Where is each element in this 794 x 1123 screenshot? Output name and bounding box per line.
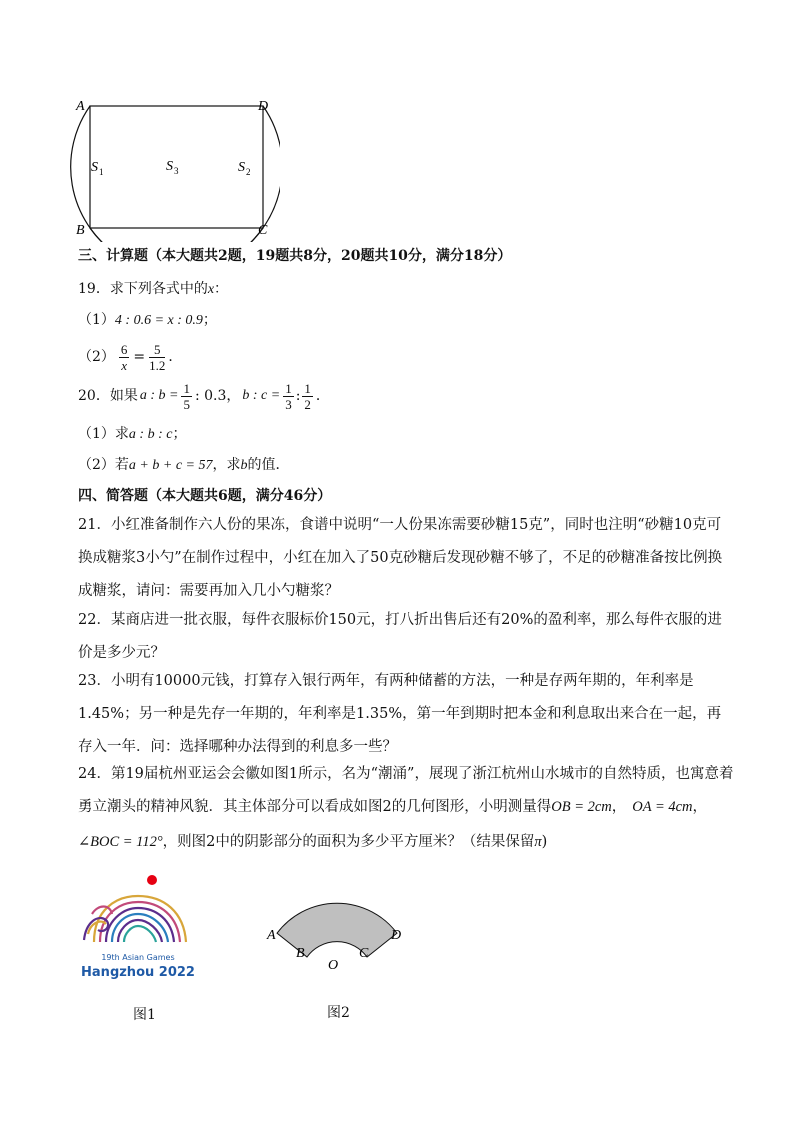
q19-p2-den-right: 1.2 — [149, 357, 166, 373]
logo-text-line-1: 19th Asian Games — [101, 953, 175, 962]
annular-sector-figure — [262, 880, 412, 980]
fig2-label-b: B — [296, 946, 305, 961]
q20-p1-label: （1）求 — [78, 426, 129, 442]
q20-end: ． — [315, 388, 330, 404]
q24-ob: OB = 2cm — [551, 799, 612, 815]
q20-p2-label: （2）若 — [78, 457, 129, 473]
q19-p1-label: （1） — [78, 312, 115, 328]
question-19-part-2 — [78, 339, 182, 375]
label-s3: S — [166, 159, 173, 174]
question-22: 22．某商店进一批衣服，每件衣服标价150元，打八折出售后还有20%的盈利率，那么每件衣服的进价是多少元？ — [78, 612, 722, 661]
q20-colon: : — [295, 388, 301, 404]
q20-p2-mid: ，求 — [212, 457, 241, 473]
q20-expr2: b : c = — [242, 388, 281, 403]
q19-p2-end: ． — [168, 349, 183, 365]
q20-expr1-tail: : 0.3， — [194, 388, 241, 404]
q19-p2-fraction-left — [119, 342, 130, 373]
fig2-label-o: O — [328, 958, 339, 973]
q24-line3-text: ，则图2中的阴影部分的面积为多少平方厘米？（结果保留 — [162, 834, 535, 850]
q19-stem-prefix: 19．求下列各式中的 — [78, 281, 208, 297]
label-b: B — [76, 223, 85, 238]
q20-fraction-3 — [302, 381, 313, 412]
q20-expr1: a : b = — [139, 388, 179, 403]
section-3-heading: 三、计算题（本大题共2题，19题共8分，20题共10分，满分18分） — [78, 248, 512, 264]
arc-from-d — [90, 106, 280, 242]
question-24-line-2 — [78, 791, 728, 824]
q20-fraction-2 — [283, 381, 294, 412]
label-a: A — [76, 99, 85, 114]
q24-sep: ， — [611, 799, 627, 815]
section-4-heading: 四、简答题（本大题共6题，满分46分） — [78, 488, 332, 504]
q24-oa: OA = 4cm — [632, 799, 693, 815]
q19-p2-num-left: 6 — [120, 341, 128, 357]
question-23: 23．小明有10000元钱，打算存入银行两年，有两种储蓄的方法，一种是存两年期的，年利率是1.45%；另一种是先存一年期的，年利率是1.35%，第一年到期时把本金和利息取出来合在一起，再存入一年．问：选择哪种办法得到的利息多一些？ — [78, 673, 722, 755]
label-s2: S — [238, 160, 245, 175]
question-21: 21．小红准备制作六人份的果冻，食谱中说明“一人份果冻需要砂糖15克”，同时也注明“砂糖10克可换成糖浆3小勺”在制作过程中，小红在加入了50克砂糖后发现砂糖不够了，不足的砂糖准备按比例换成糖浆，请问：需要再加入几小勺糖浆？ — [78, 517, 723, 599]
logo-waves — [84, 896, 186, 942]
q24-comma: ， — [692, 799, 708, 815]
q19-p2-label: （2） — [78, 349, 115, 365]
q20-f3-den: 2 — [304, 396, 311, 412]
label-s2-sub: 2 — [246, 167, 251, 177]
q20-p2-end: 的值． — [247, 457, 290, 473]
question-20-part-1 — [78, 424, 186, 445]
q20-f3-num: 1 — [304, 380, 311, 396]
q20-f2-num: 1 — [285, 380, 292, 396]
question-19-part-1 — [78, 310, 217, 331]
question-20-stem — [78, 378, 330, 414]
label-s1: S — [91, 160, 98, 175]
q19-stem-suffix: ： — [214, 281, 229, 297]
caption-figure-1: 图1 — [133, 1007, 156, 1023]
question-20-part-2 — [78, 455, 289, 476]
fig2-label-a: A — [267, 928, 276, 943]
rectangle-arcs-figure — [70, 92, 280, 242]
q20-p2-var: b — [240, 458, 248, 473]
q20-prefix: 20．如果 — [78, 388, 138, 404]
q19-p2-fraction-right — [149, 342, 165, 373]
q19-stem-var: x — [207, 282, 215, 297]
q19-p2-eq: = — [133, 349, 146, 365]
q20-fraction-1 — [181, 381, 192, 412]
question-19-stem — [78, 279, 228, 300]
q20-p1-expr: a : b : c — [128, 427, 173, 442]
q24-angle: ∠BOC = 112° — [78, 834, 163, 850]
q19-p1-expr: 4 : 0.6 = x : 0.9 — [114, 313, 203, 328]
q24-pi: π — [534, 834, 542, 850]
fig2-label-d: D — [391, 928, 402, 943]
question-24-line-1: 24．第19届杭州亚运会会徽如图1所示，名为“潮涌”，展现了浙江杭州山水城市的自然特质，也寓意着 — [78, 766, 734, 782]
logo-red-sun — [147, 875, 157, 885]
label-d: D — [258, 99, 269, 114]
shaded-region — [277, 903, 397, 957]
logo-text-line-2: Hangzhou 2022 — [81, 965, 195, 980]
q20-p2-expr: a + b + c = 57 — [128, 458, 213, 473]
hangzhou-asian-games-logo — [76, 870, 206, 990]
q20-f2-den: 3 — [285, 396, 292, 412]
q20-f1-den: 5 — [183, 396, 190, 412]
label-c: C — [258, 223, 268, 238]
q19-p1-end: ； — [202, 312, 217, 328]
label-s1-sub: 1 — [99, 167, 104, 177]
q19-p2-den-left: x — [121, 357, 128, 373]
q20-p1-end: ； — [172, 426, 187, 442]
q24-end: ) — [541, 834, 548, 850]
label-s3-sub: 3 — [174, 166, 179, 176]
q19-p2-num-right: 5 — [149, 342, 165, 358]
caption-figure-2: 图2 — [327, 1005, 350, 1021]
q24-line2-text: 勇立潮头的精神风貌．其主体部分可以看成如图2的几何图形，小明测量得 — [78, 799, 552, 815]
fig2-label-c: C — [359, 946, 369, 961]
q20-f1-num: 1 — [183, 380, 190, 396]
question-24-line-3 — [78, 826, 728, 859]
